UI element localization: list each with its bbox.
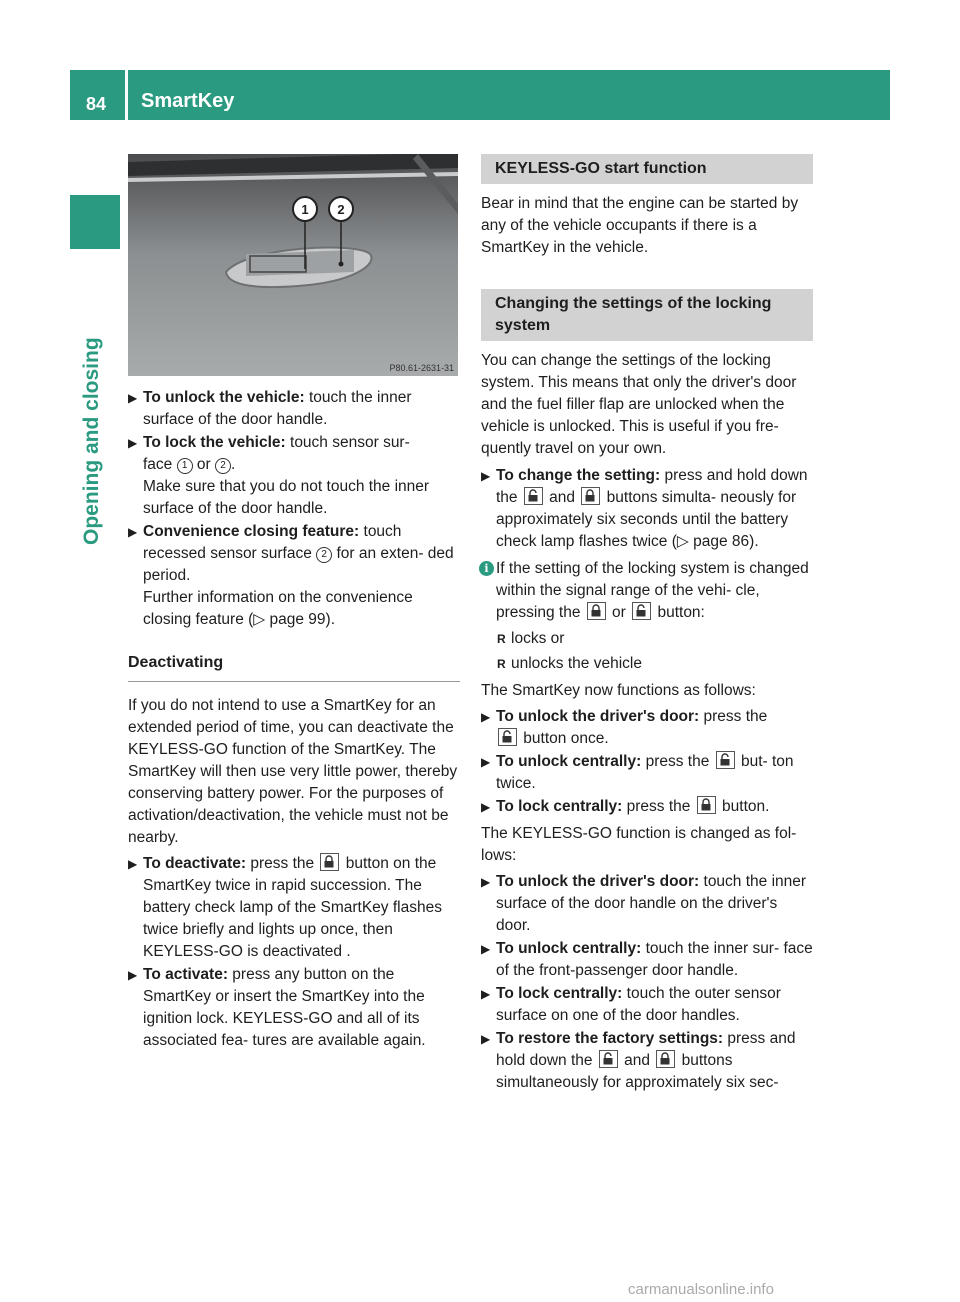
unlock-icon <box>524 487 543 505</box>
unlock-icon <box>599 1050 618 1068</box>
list-item-lock-central: ▶ To lock centrally: press the button. <box>481 796 813 818</box>
unlock-icon <box>716 751 735 769</box>
arrow-right-icon: ▶ <box>481 942 491 956</box>
list-item-unlock-driver: ▶ To unlock the driver's door: press the button once. <box>481 708 768 747</box>
arrow-right-icon: ▶ <box>128 391 138 405</box>
unlock-icon <box>632 602 651 620</box>
paragraph: Bear in mind that the engine can be started by any of the vehicle occupants if there is a SmartKey in the vehicle. <box>481 195 799 256</box>
paragraph: The KEYLESS-GO function is changed as fol- lows: <box>481 825 797 864</box>
info-note: i If the setting of the locking system is changed within the signal range of the vehi- cle, pressing the or button: <box>481 558 813 624</box>
arrow-right-icon: ▶ <box>128 968 138 982</box>
header-divider <box>125 70 128 120</box>
watermark: carmanualsonline.info <box>628 1281 774 1298</box>
callout-ref-1: 1 <box>177 458 193 474</box>
list-item-unlock: ▶ To unlock the vehicle: touch the inner surface of the door handle. <box>128 389 412 428</box>
list-item-restore: ▶ To restore the factory settings: press and hold down the and buttons simultaneously for approximately six sec- <box>481 1030 796 1091</box>
list-item-kg-unlock-driver: ▶ To unlock the driver's door: touch the inner surface of the door handle on the driver's door. <box>481 873 807 934</box>
arrow-right-icon: ▶ <box>481 987 491 1001</box>
left-column <box>128 154 460 1053</box>
section-title-deactivating: Deactivating <box>128 652 460 682</box>
arrow-right-icon: ▶ <box>481 800 491 814</box>
lock-icon <box>581 487 600 505</box>
page-header <box>70 70 890 120</box>
list-item-change-setting: ▶ To change the setting: press and hold down the and buttons simulta- neously for approximately six seconds until the battery check lamp flashes twice (▷ page 86). <box>481 467 808 550</box>
lock-icon <box>587 602 606 620</box>
lock-icon <box>697 796 716 814</box>
list-item-deactivate: ▶ To deactivate: press the button on the SmartKey twice in rapid succession. The battery check lamp of the SmartKey flashes twice briefly and lights up once, then KEYLESS-GO is deactivated . <box>128 855 442 960</box>
callout-1: 1 <box>301 202 309 217</box>
arrow-right-icon: ▶ <box>481 755 491 769</box>
arrow-right-icon: ▶ <box>481 469 491 483</box>
chapter-tab <box>70 195 120 249</box>
page-number: 84 <box>86 94 107 114</box>
list-item-activate: ▶ To activate: press any button on the SmartKey or insert the SmartKey into the ignition lock. KEYLESS-GO and all of its associated fea- tures are available again. <box>128 966 426 1049</box>
callout-ref-2: 2 <box>316 547 332 563</box>
image-code: P80.61-2631-31 <box>389 363 454 373</box>
paragraph: The SmartKey now functions as follows: <box>481 682 756 699</box>
arrow-right-icon: ▶ <box>128 857 138 871</box>
paragraph: You can change the settings of the locking system. This means that only the driver's door and the fuel filler flap are unlocked when the vehicle is unlocked. This is useful if you fre- quently travel on your own. <box>481 352 797 457</box>
list-item-unlock-central: ▶ To unlock centrally: press the but- ton twice. <box>481 753 794 792</box>
arrow-right-icon: ▶ <box>481 875 491 889</box>
note-link[interactable]: Further information on the convenience closing feature (▷ page 99). <box>143 589 413 628</box>
list-item-kg-unlock-central: ▶ To unlock centrally: touch the inner sur- face of the front-passenger door handle. <box>481 940 813 979</box>
list-item-kg-lock-central: ▶ To lock centrally: touch the outer sensor surface on one of the door handles. <box>481 985 781 1024</box>
arrow-right-icon: ▶ <box>128 525 138 539</box>
arrow-right-icon: ▶ <box>481 710 491 724</box>
arrow-right-icon: ▶ <box>481 1032 491 1046</box>
bullet-item: R unlocks the vehicle <box>497 655 642 672</box>
door-handle-photo <box>128 154 458 376</box>
paragraph: If you do not intend to use a SmartKey for an extended period of time, you can deactivate the KEYLESS-GO function of the SmartKey. The SmartKey will then use very little power, thereby conserving battery power. For the purposes of activation/deactivation, the vehicle must not be nearby. <box>128 697 458 846</box>
lock-icon <box>320 853 339 871</box>
list-item-lock: ▶ To lock the vehicle: touch sensor sur- face 1 or 2 . Make sure that you do not touch the inner surface of the door handle. <box>128 432 460 520</box>
info-icon: i <box>479 561 494 576</box>
list-item-convenience: ▶ Convenience closing feature: touch recessed sensor surface 2 for an exten- ded period. Further information on the convenience closing feature (▷ page 99). <box>128 521 460 631</box>
bullet-item: R locks or <box>497 630 565 647</box>
right-column <box>481 154 813 1095</box>
lock-icon <box>656 1050 675 1068</box>
callout-2: 2 <box>337 202 345 217</box>
section-title-settings: Changing the settings of the locking system <box>481 289 813 341</box>
section-title-start: KEYLESS-GO start function <box>481 154 813 184</box>
page-title: SmartKey <box>141 90 235 112</box>
unlock-icon <box>498 728 517 746</box>
callout-ref-2: 2 <box>215 458 231 474</box>
arrow-right-icon: ▶ <box>128 436 138 450</box>
chapter-label: Opening and closing <box>80 337 103 545</box>
note: Make sure that you do not touch the inner surface of the door handle. <box>143 478 430 517</box>
